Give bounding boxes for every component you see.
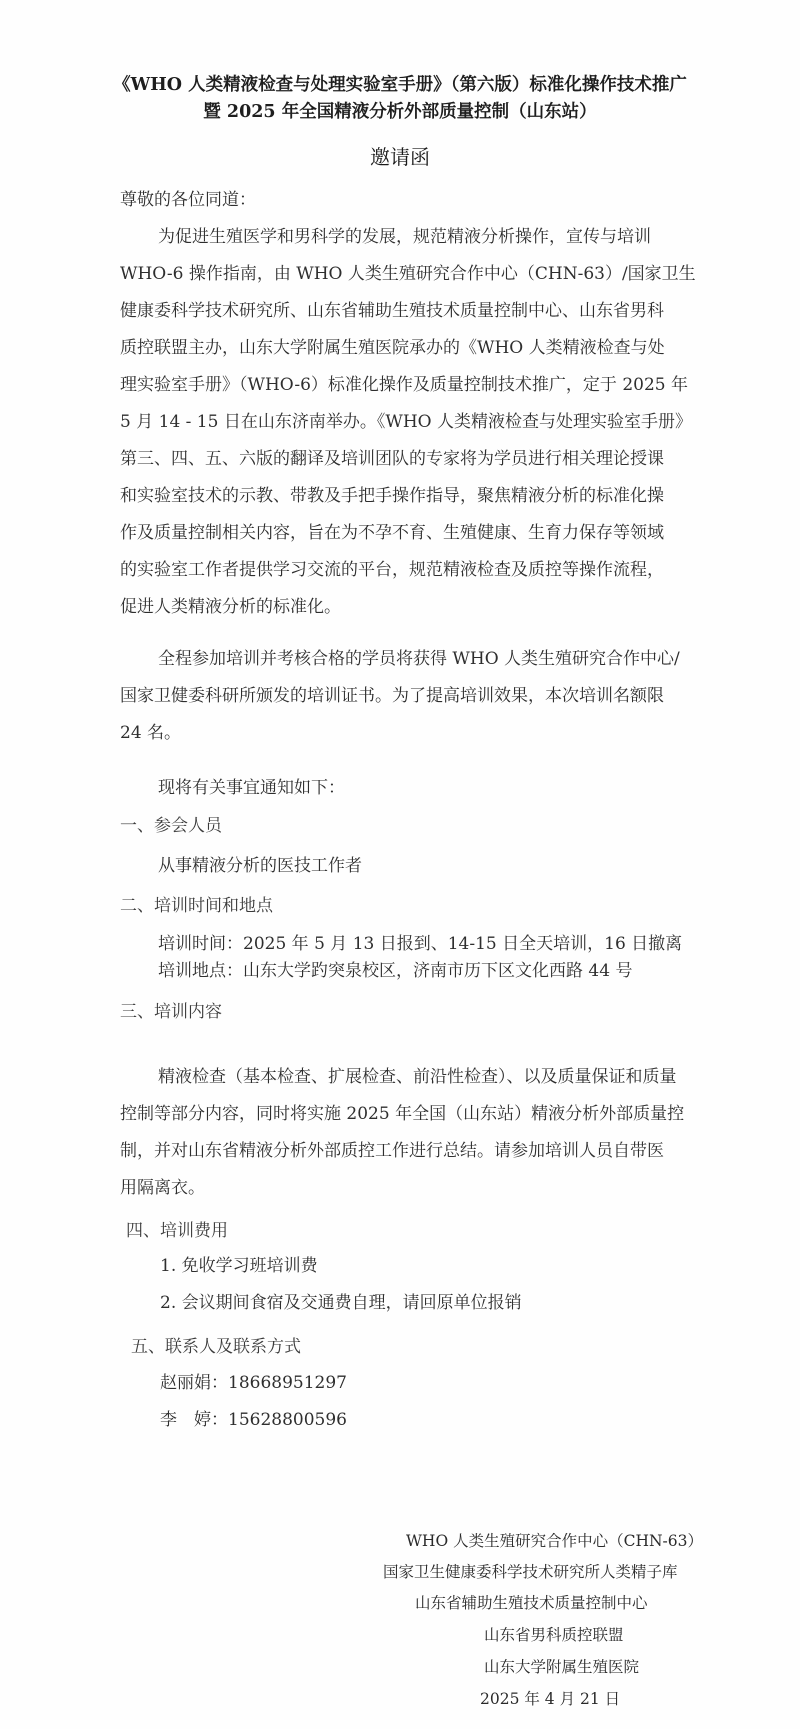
paragraph-line: 为促进生殖医学和男科学的发展，规范精液分析操作，宣传与培训 <box>158 227 651 247</box>
training-time: 培训时间：2025 年 5 月 13 日报到、14-15 日全天培训，16 日撤离 <box>158 934 683 954</box>
section-heading-fees: 四、培训费用 <box>126 1221 228 1241</box>
signatory: WHO 人类生殖研究合作中心（CHN-63） <box>406 1532 703 1550</box>
document-title-line-1: 《WHO 人类精液检查与处理实验室手册》（第六版）标准化操作技术推广 <box>113 75 687 95</box>
fee-item: 1. 免收学习班培训费 <box>160 1256 318 1276</box>
paragraph-line: 促进人类精液分析的标准化。 <box>120 597 341 617</box>
section-heading-content: 三、培训内容 <box>120 1002 222 1022</box>
section-heading-time-place: 二、培训时间和地点 <box>120 896 273 916</box>
paragraph-line: 用隔离衣。 <box>120 1178 205 1198</box>
paragraph-line: 5 月 14 - 15 日在山东济南举办。《WHO 人类精液检查与处理实验室手册》 <box>120 412 692 432</box>
signatory: 山东省辅助生殖技术质量控制中心 <box>415 1594 648 1612</box>
document-title-line-2: 暨 2025 年全国精液分析外部质量控制（山东站） <box>203 102 597 122</box>
paragraph-line: 制，并对山东省精液分析外部质控工作进行总结。请参加培训人员自带医 <box>120 1141 664 1161</box>
section-heading-participants: 一、参会人员 <box>120 816 222 836</box>
document-heading: 邀请函 <box>370 145 430 169</box>
signatory: 山东大学附属生殖医院 <box>484 1658 640 1676</box>
participants-text: 从事精液分析的医技工作者 <box>158 856 362 876</box>
paragraph-line: 作及质量控制相关内容，旨在为不孕不育、生殖健康、生育力保存等领域 <box>120 523 664 543</box>
paragraph-line: 控制等部分内容，同时将实施 2025 年全国（山东站）精液分析外部质量控 <box>120 1104 685 1124</box>
paragraph-line: 和实验室技术的示教、带教及手把手操作指导，聚焦精液分析的标准化操 <box>120 486 664 506</box>
contact-zhao: 赵丽娟：18668951297 <box>160 1373 347 1393</box>
section-heading-contacts: 五、联系人及联系方式 <box>131 1337 301 1357</box>
training-place: 培训地点：山东大学趵突泉校区，济南市历下区文化西路 44 号 <box>158 961 633 981</box>
salutation: 尊敬的各位同道： <box>120 190 256 210</box>
document-date: 2025 年 4 月 21 日 <box>480 1690 621 1708</box>
paragraph-line: 第三、四、五、六版的翻译及培训团队的专家将为学员进行相关理论授课 <box>120 449 664 469</box>
paragraph-line: 24 名。 <box>120 723 182 743</box>
contact-li: 李 婷：15628800596 <box>160 1410 347 1430</box>
paragraph-line: 国家卫健委科研所颁发的培训证书。为了提高培训效果，本次培训名额限 <box>120 686 664 706</box>
paragraph-line: 理实验室手册》（WHO-6）标准化操作及质量控制技术推广，定于 2025 年 <box>120 375 688 395</box>
paragraph-line: 的实验室工作者提供学习交流的平台，规范精液检查及质控等操作流程， <box>120 560 664 580</box>
signatory: 国家卫生健康委科学技术研究所人类精子库 <box>383 1563 678 1581</box>
fee-item: 2. 会议期间食宿及交通费自理，请回原单位报销 <box>160 1293 522 1313</box>
paragraph-line: 质控联盟主办，山东大学附属生殖医院承办的《WHO 人类精液检查与处 <box>120 338 665 358</box>
signatory: 山东省男科质控联盟 <box>484 1626 624 1644</box>
paragraph-line: 精液检查（基本检查、扩展检查、前沿性检查）、以及质量保证和质量 <box>158 1067 677 1087</box>
paragraph-line: WHO-6 操作指南，由 WHO 人类生殖研究合作中心（CHN-63）/国家卫生 <box>120 264 696 284</box>
paragraph-line: 全程参加培训并考核合格的学员将获得 WHO 人类生殖研究合作中心/ <box>158 649 680 669</box>
paragraph-line: 健康委科学技术研究所、山东省辅助生殖技术质量控制中心、山东省男科 <box>120 301 664 321</box>
notice-intro: 现将有关事宜通知如下： <box>158 778 345 798</box>
